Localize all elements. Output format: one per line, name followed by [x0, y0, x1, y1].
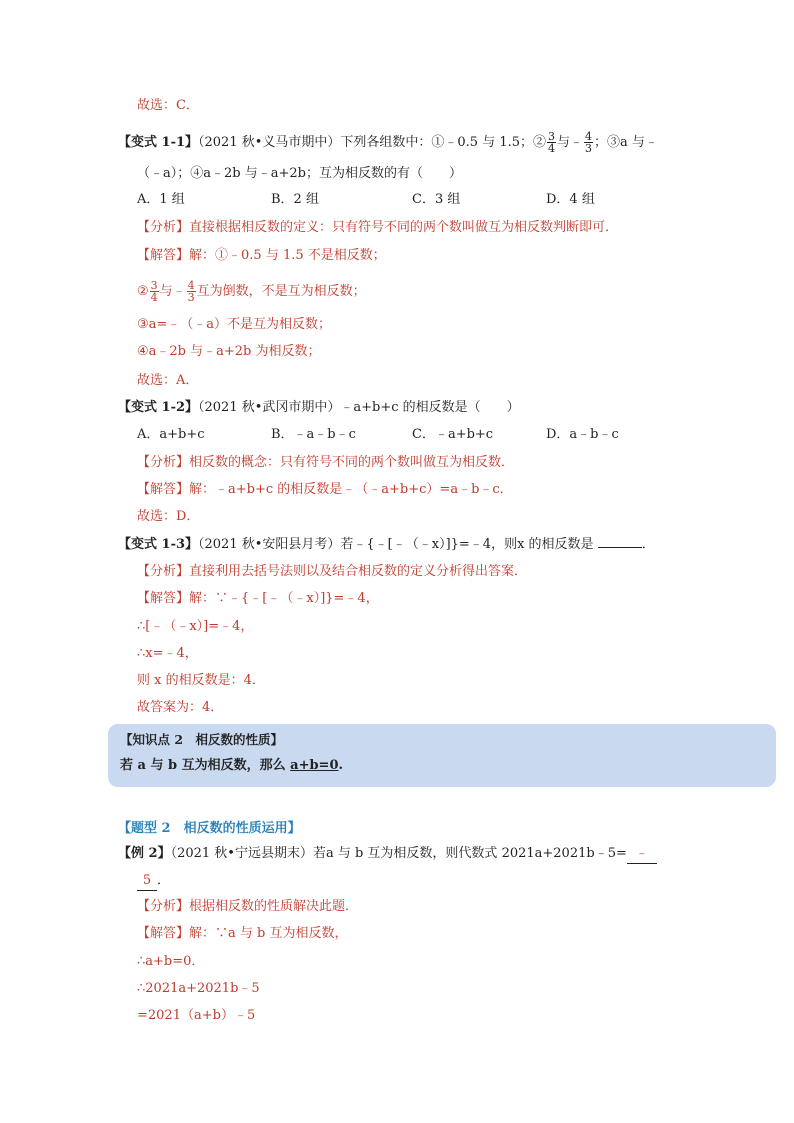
- analysis: 【分析】直接根据相反数的定义：只有符号不同的两个数叫做互为相反数判断即可．: [137, 220, 619, 235]
- option-d: D．4 组: [546, 192, 595, 207]
- answer-blank: ﹣: [627, 845, 657, 864]
- answer-line: 故选：C．: [137, 98, 199, 113]
- option-c: C．﹣a+b+c: [412, 427, 494, 442]
- solution-step: ∴[﹣（﹣x）]=﹣4，: [137, 619, 254, 634]
- solution-step: ∴2021a+2021b﹣5: [137, 981, 260, 996]
- answer-line: 故选：D．: [137, 509, 200, 524]
- question-text: （2021 秋•义马市期中）下列各组数中：①﹣0.5 与 1.5；②: [198, 135, 547, 150]
- answer-line: 故答案为：4．: [137, 700, 224, 715]
- analysis: 【分析】相反数的概念：只有符号不同的两个数叫做互为相反数．: [137, 455, 515, 470]
- solution-step: ③a=﹣（﹣a）不是互为相反数；: [137, 317, 332, 332]
- solution-step: =2021（a+b）﹣5: [137, 1008, 256, 1023]
- answer-blank-cont: 5 ．: [137, 872, 170, 891]
- example-2-question: 【例 2】（2021 秋•宁远县期末）若a 与 b 互为相反数，则代数式 2021a+2021b﹣5= ﹣: [118, 845, 657, 864]
- solution-step: ④a﹣2b 与﹣a+2b 为相反数；: [137, 344, 321, 359]
- solution-step: ∴x=﹣4，: [137, 646, 198, 661]
- fraction: $\frac{3}{4}$: [548, 130, 556, 155]
- option-a: A．1 组: [137, 192, 185, 207]
- section-title: 【题型 2 相反数的性质运用】: [118, 821, 301, 836]
- analysis: 【分析】根据相反数的性质解决此题．: [137, 899, 359, 914]
- question-text: 与﹣: [557, 135, 584, 150]
- fraction: $\frac{4}{3}$: [585, 130, 593, 155]
- solution-step: ∴a+b=0．: [137, 954, 205, 969]
- option-c: C．3 组: [412, 192, 461, 207]
- solution: 【解答】解：﹣a+b+c 的相反数是﹣（﹣a+b+c）=a﹣b﹣c．: [137, 482, 513, 497]
- solution: 【解答】解：∵a 与 b 互为相反数，: [137, 926, 348, 941]
- analysis: 【分析】直接利用去括号法则以及结合相反数的定义分析得出答案．: [137, 564, 528, 579]
- solution-step: ② $\frac{3}{4}$ 与﹣ $\frac{4}{3}$ 互为倒数，不是互为相反数；: [137, 279, 366, 304]
- knowledge-point-title: 【知识点 2 相反数的性质】: [120, 732, 284, 747]
- option-b: B．2 组: [271, 192, 319, 207]
- variant-1-2-question: 【变式 1-2】（2021 秋•武冈市期中）﹣a+b+c 的相反数是（ ）: [118, 400, 520, 415]
- knowledge-point-box: [108, 724, 776, 787]
- variant-1-1-question: [118, 131, 658, 154]
- question-text: （﹣a）；④a﹣2b 与﹣a+2b；互为相反数的有（ ）: [137, 166, 462, 181]
- option-b: B．﹣a﹣b﹣c: [271, 427, 356, 442]
- question-text: ；③a 与﹣: [594, 135, 658, 150]
- variant-1-3-question: 【变式 1-3】（2021 秋•安阳县月考）若﹣{﹣[﹣（﹣x）]}=﹣4，则x 的相反数是 ．: [118, 537, 655, 552]
- option-a: A．a+b+c: [137, 427, 205, 442]
- solution: 【解答】解：①﹣0.5 与 1.5 不是相反数；: [137, 248, 386, 263]
- solution-step: 则 x 的相反数是：4．: [137, 673, 265, 688]
- variant-tag: 【变式 1-1】: [118, 135, 199, 150]
- solution: 【解答】解：∵﹣{﹣[﹣（﹣x）]}=﹣4，: [137, 591, 379, 606]
- knowledge-point-body: 若 a 与 b 互为相反数，那么 a+b=0.: [120, 758, 344, 773]
- answer-line: 故选：A．: [137, 373, 199, 388]
- option-d: D．a﹣b﹣c: [546, 427, 619, 442]
- answer-blank: [598, 547, 642, 548]
